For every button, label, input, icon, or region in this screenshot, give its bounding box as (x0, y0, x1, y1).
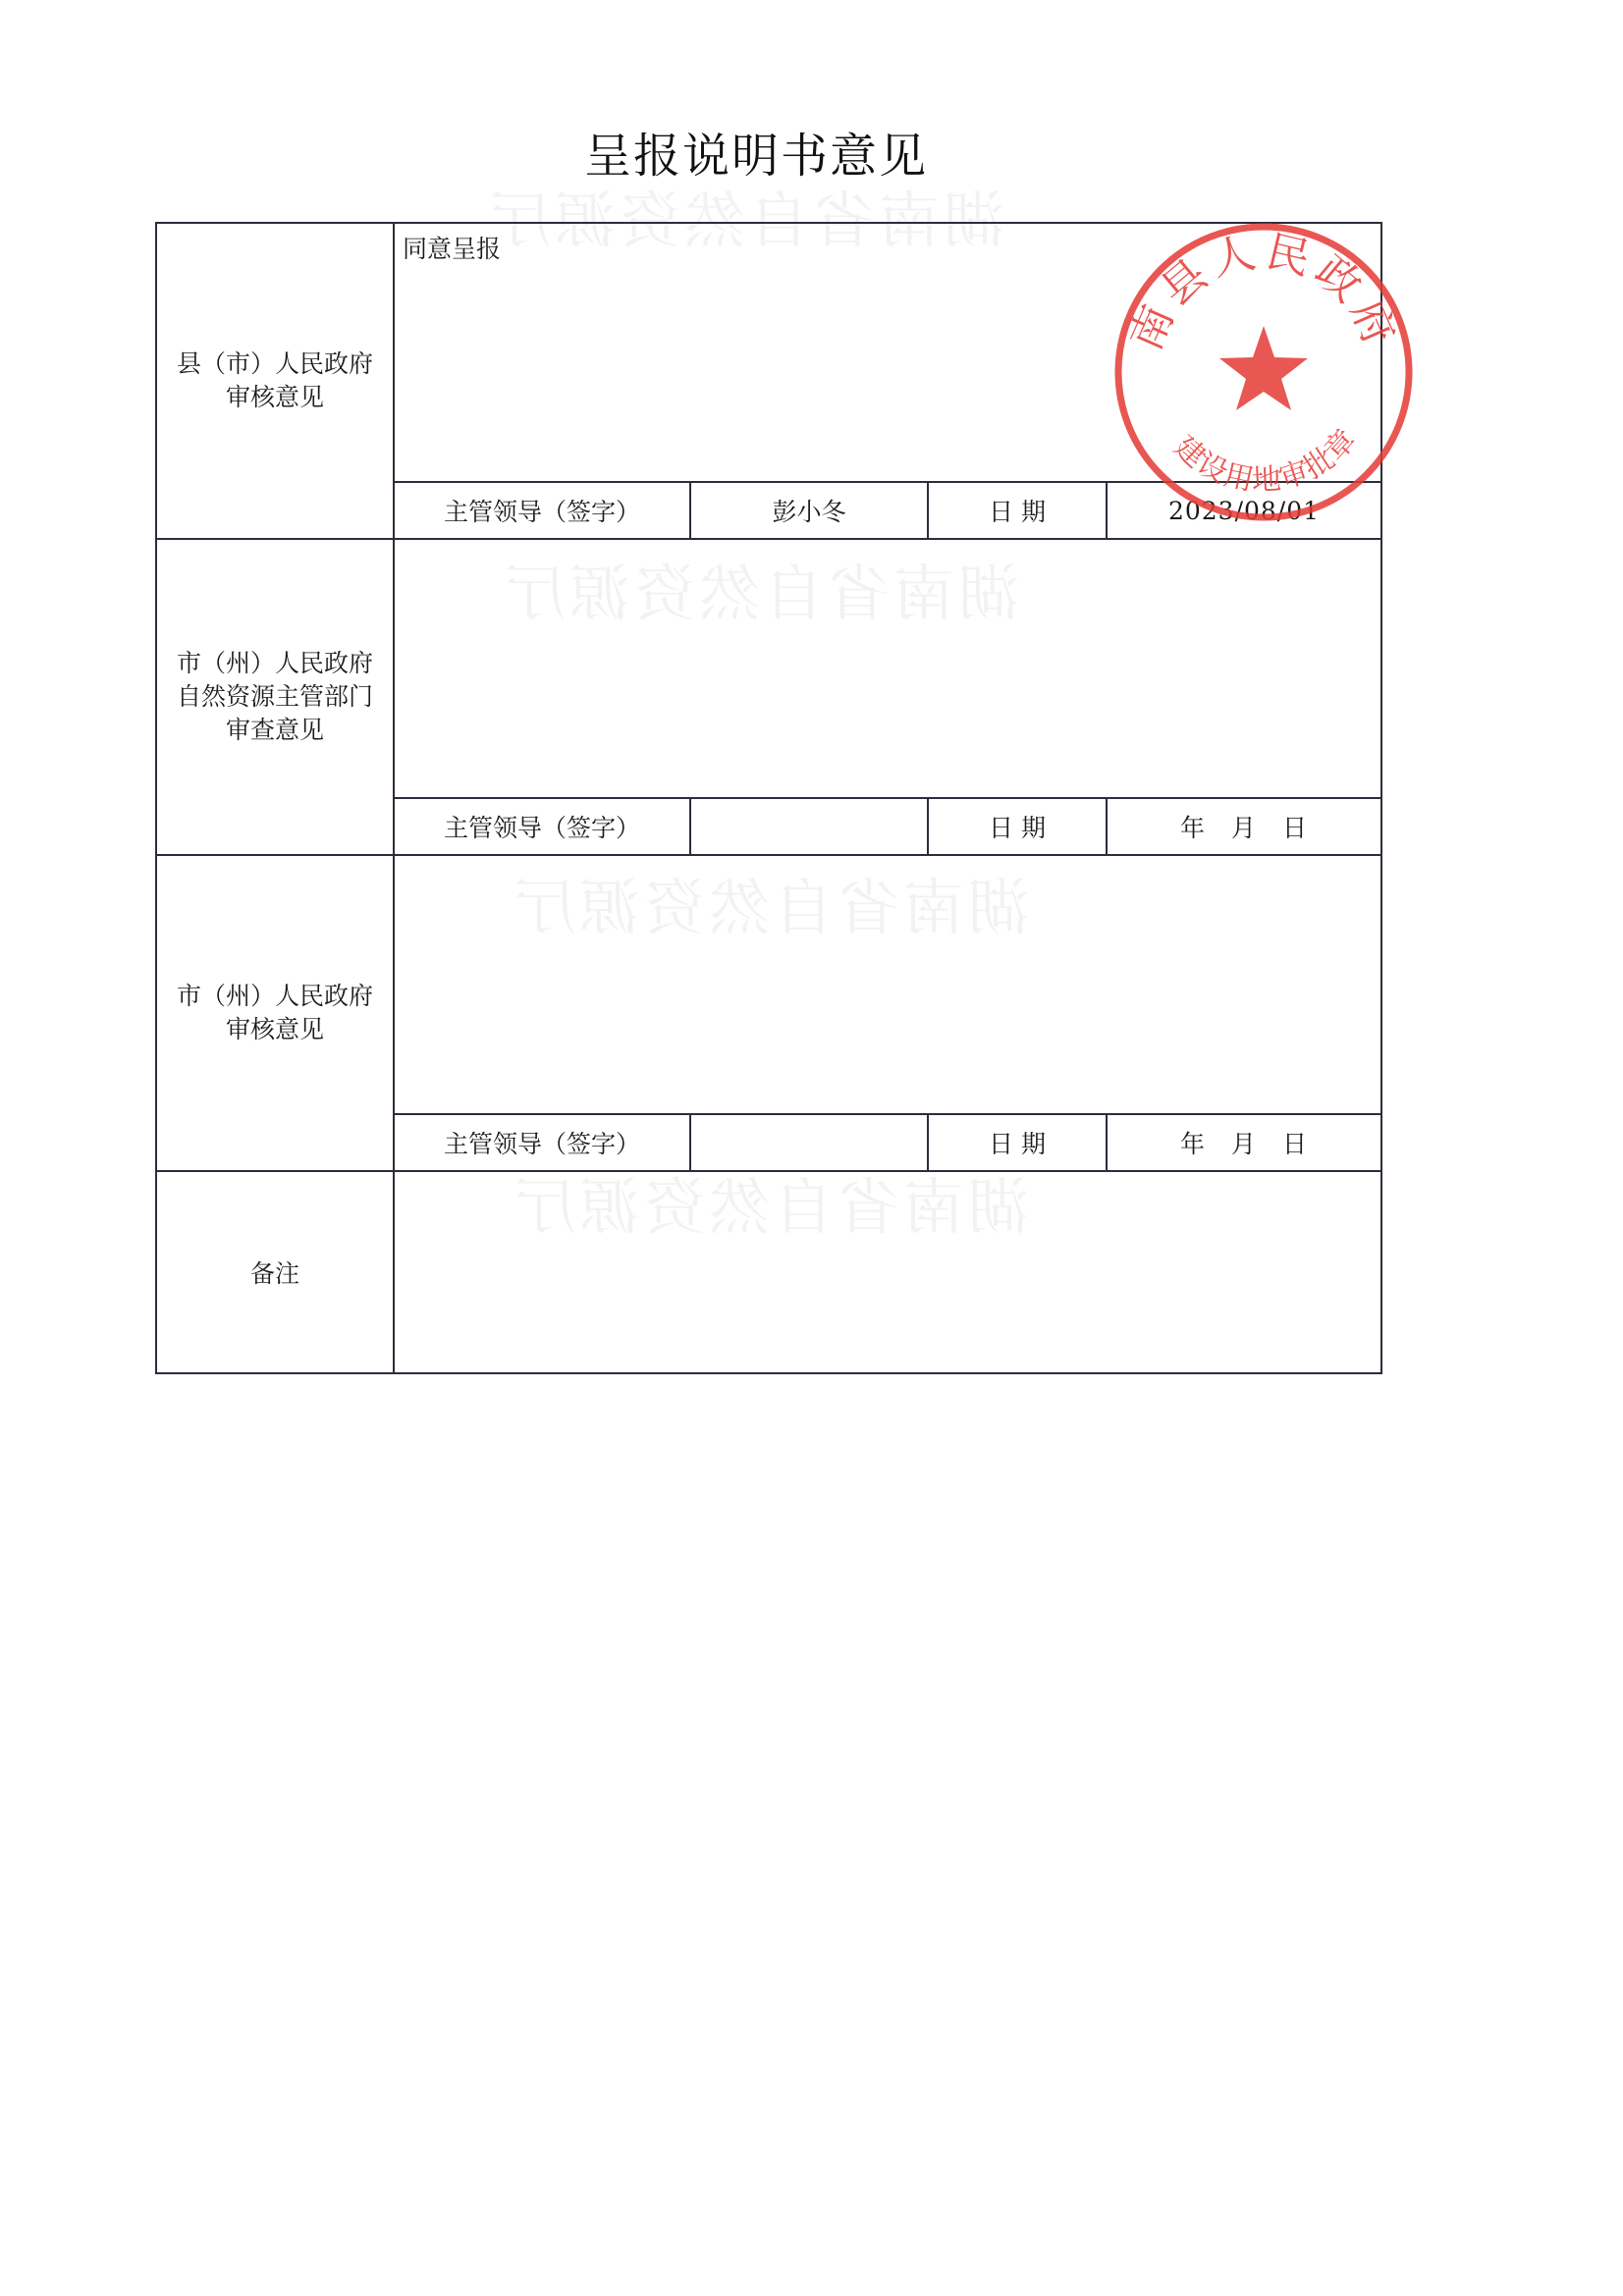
watermark: 湖南省自然资源厅 (511, 872, 1030, 943)
label-line: 自然资源主管部门 (176, 682, 373, 711)
label-line: 市（州）人民政府 (176, 982, 373, 1010)
signer-field[interactable] (690, 1114, 928, 1171)
section-label-city-review (156, 855, 394, 1171)
opinion-text: 同意呈报 (403, 235, 502, 263)
signer-field[interactable]: 彭小冬 (690, 482, 928, 539)
opinion-text (395, 856, 1380, 868)
date-field[interactable]: 年 月 日 (1107, 1114, 1381, 1171)
date-field[interactable]: 年 月 日 (1107, 798, 1381, 855)
remarks-field[interactable] (394, 1171, 1381, 1373)
label-line: 县（市）人民政府 (176, 349, 373, 378)
opinion-area-city-resources[interactable] (394, 539, 1381, 798)
seal-top-text: 南县人民政府 (1120, 226, 1407, 358)
signer-field[interactable] (690, 798, 928, 855)
sign-label: 主管领导（签字） (394, 1114, 690, 1171)
opinion-area-city[interactable] (394, 855, 1381, 1114)
date-field[interactable]: 2023/08/01 (1107, 482, 1381, 539)
watermark: 湖南省自然资源厅 (511, 1171, 1030, 1243)
watermark: 湖南省自然资源厅 (501, 558, 1020, 629)
section-label-city-resources-review (156, 539, 394, 855)
opinion-form-table (155, 222, 1382, 1374)
label-line: 市（州）人民政府 (176, 649, 373, 677)
remarks-label: 备注 (156, 1171, 394, 1373)
date-label: 日 期 (928, 482, 1107, 539)
document-title: 呈报说明书意见 (583, 129, 928, 184)
sign-label: 主管领导（签字） (394, 798, 690, 855)
date-label: 日 期 (928, 1114, 1107, 1171)
label-line: 审核意见 (225, 1015, 324, 1043)
section-label-county-review (156, 223, 394, 539)
seal-bottom-text: 建设用地审批章 (1166, 422, 1365, 499)
sign-label: 主管领导（签字） (394, 482, 690, 539)
date-label: 日 期 (928, 798, 1107, 855)
opinion-area-county[interactable] (394, 223, 1381, 482)
watermark: 湖南省自然资源厅 (486, 185, 1005, 256)
opinion-text (395, 540, 1380, 552)
label-line: 审核意见 (225, 383, 324, 411)
label-line: 审查意见 (225, 716, 324, 744)
